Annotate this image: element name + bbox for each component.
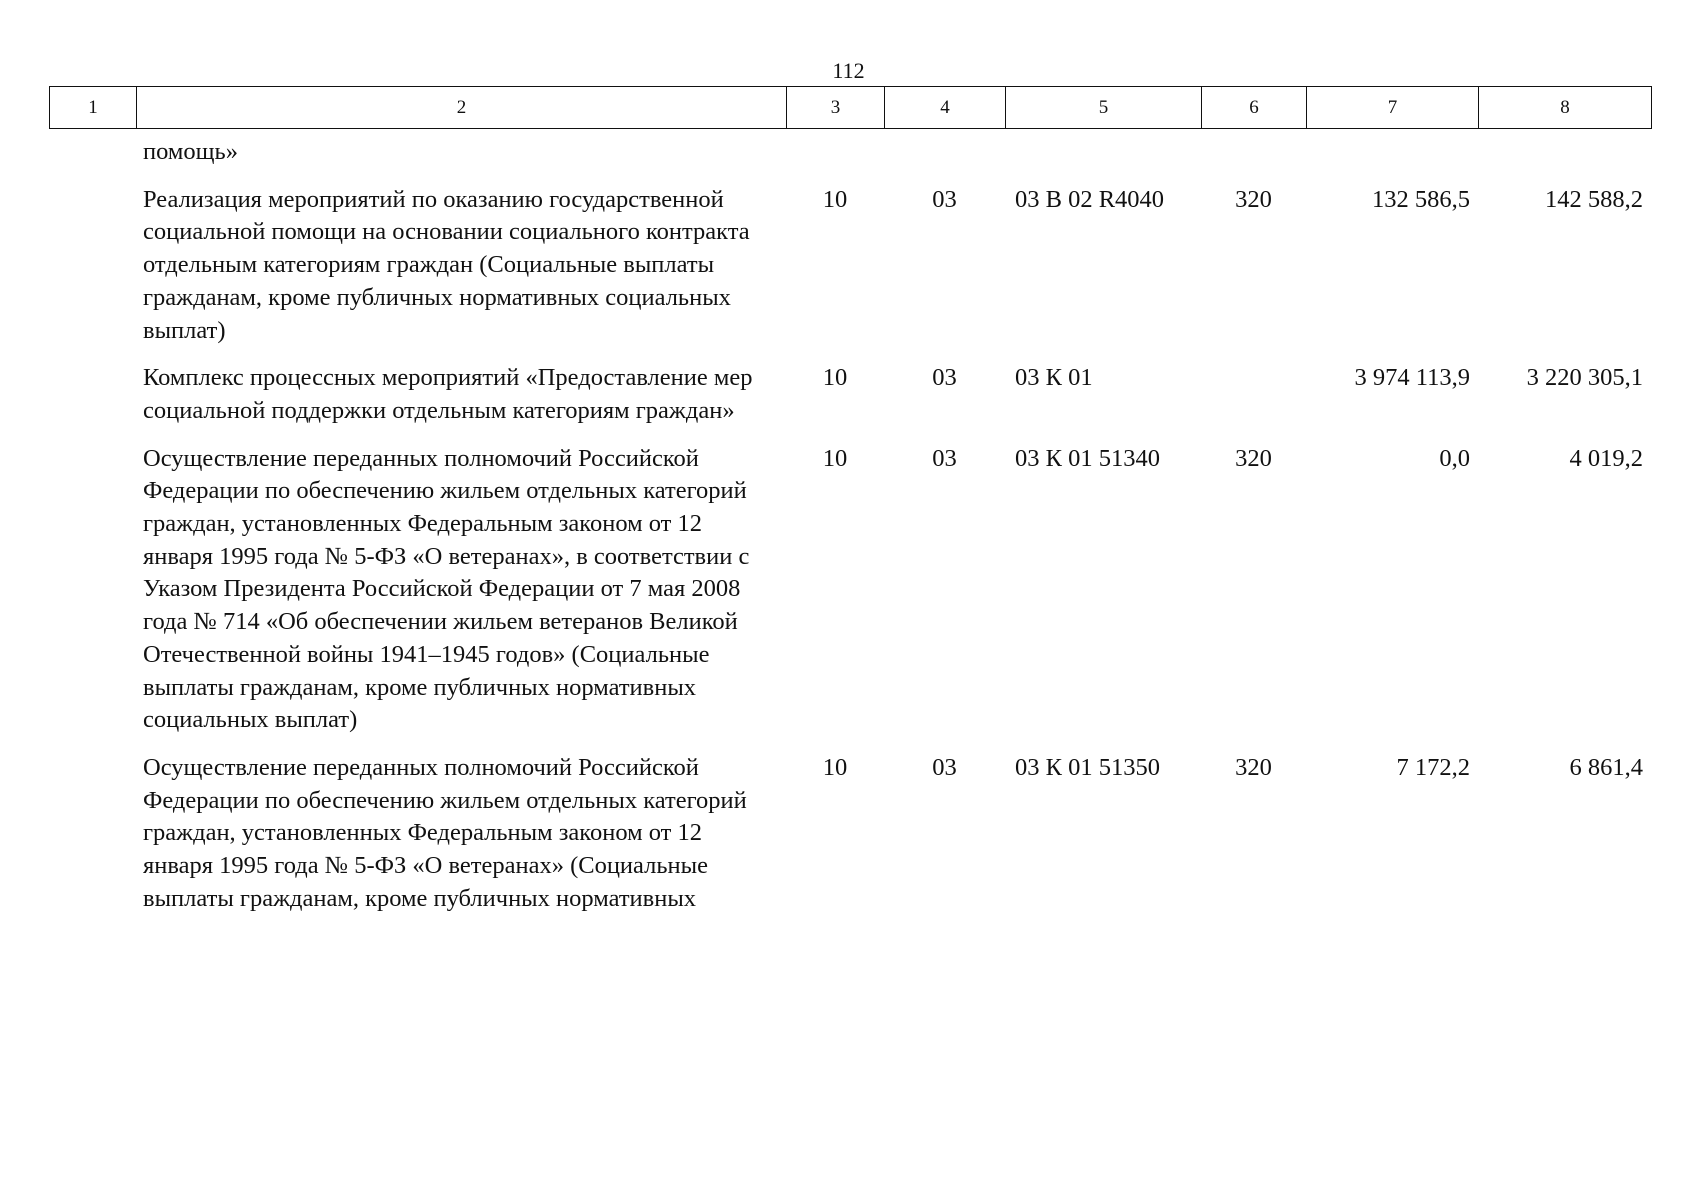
row-subsection: 03: [932, 444, 957, 472]
row-expense-type: 320: [1235, 185, 1272, 213]
row-subsection: 03: [932, 364, 957, 392]
row-target-article: 03 К 01 51340: [1015, 444, 1160, 472]
column-number-2: 2: [137, 87, 787, 129]
budget-table-body: [49, 136, 1651, 915]
row-amount-col7: 7 172,2: [1396, 753, 1470, 781]
row-amount-col8: 142 588,2: [1545, 185, 1643, 213]
column-number-header: [49, 86, 1652, 129]
row-expense-type: 320: [1235, 753, 1272, 781]
table-row: [49, 443, 1651, 752]
row-expense-type: 320: [1235, 444, 1272, 472]
row-target-article: 03 К 01 51350: [1015, 753, 1160, 781]
row-amount-col8: 3 220 305,1: [1526, 364, 1643, 392]
row-section: 10: [822, 753, 848, 781]
column-number-1: 1: [50, 87, 137, 129]
row-subsection: 03: [932, 185, 957, 213]
column-number-8: 8: [1479, 87, 1652, 129]
row-name: Реализация мероприятий по оказанию государственной социальной помощи на основании социального контракта отдельным категориям граждан (Социальные выплаты гражданам, кроме публичных нормативных социальных выплат): [143, 185, 750, 344]
row-amount-col7: 132 586,5: [1372, 185, 1470, 213]
table-row: [49, 752, 1651, 916]
column-number-4: 4: [885, 87, 1006, 129]
column-number-7: 7: [1307, 87, 1479, 129]
row-section: 10: [822, 185, 848, 213]
row-target-article: 03 К 01: [1015, 364, 1093, 392]
row-section: 10: [822, 364, 848, 392]
row-expense-type: [1201, 362, 1306, 442]
continued-row: [49, 136, 1651, 184]
column-number-5: 5: [1006, 87, 1202, 129]
row-target-article: 03 В 02 R4040: [1015, 185, 1165, 213]
column-number-6: 6: [1202, 87, 1307, 129]
table-row: [49, 362, 1651, 442]
row-amount-col8: 4 019,2: [1569, 444, 1643, 472]
row-amount-col8: 6 861,4: [1569, 753, 1643, 781]
row-amount-col7: 3 974 113,9: [1354, 364, 1470, 392]
column-number-3: 3: [787, 87, 885, 129]
continued-text: помощь»: [143, 138, 238, 165]
page-number: 112: [832, 58, 865, 83]
row-subsection: 03: [932, 753, 957, 781]
row-name: Осуществление переданных полномочий Российской Федерации по обеспечению жильем отдельных категорий граждан, установленных Федеральным законом от 12 января 1995 года № 5-ФЗ «О ветеранах» (Социальные выплаты гражданам, кроме публичных нормативных: [143, 753, 747, 912]
table-row: [49, 184, 1651, 363]
row-name: Осуществление переданных полномочий Российской Федерации по обеспечению жильем отдельных категорий граждан, установленных Федеральным законом от 12 января 1995 года № 5-ФЗ «О ветеранах», в соответствии с Указом Президента Российской Федерации от 7 мая 2008 года № 714 «Об обеспечении жильем ветеранов Великой Отечественной войны 1941–1945 годов» (Социальные выплаты гражданам, кроме публичных нормативных социальных выплат): [143, 444, 750, 734]
row-amount-col7: 0,0: [1439, 444, 1470, 472]
row-section: 10: [822, 444, 848, 472]
row-name: Комплекс процессных мероприятий «Предоставление мер социальной поддержки отдельным категориям граждан»: [143, 364, 753, 424]
